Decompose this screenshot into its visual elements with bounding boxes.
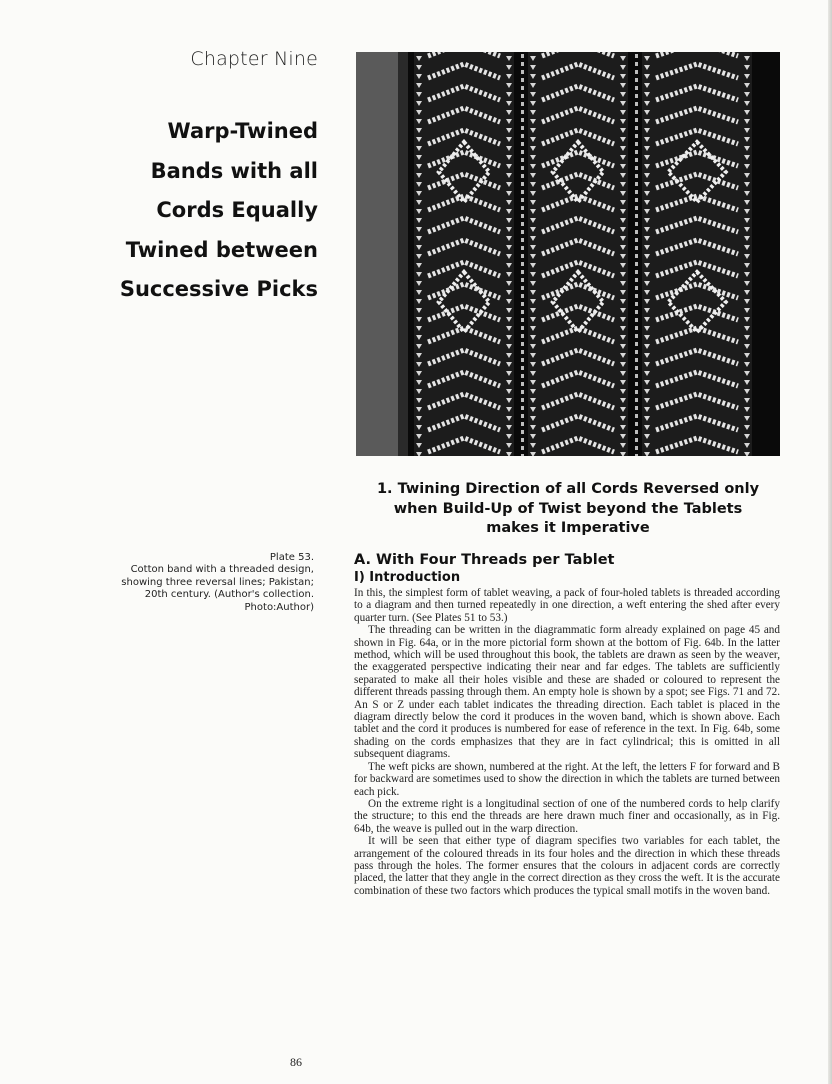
paragraph: On the extreme right is a longitudinal section of one of the numbered cords to help clarify the structure; to this end the threads are here drawn much finer and occasionally, as in Fig. 64b, the weave is pulled out in the warp direction. bbox=[354, 797, 780, 835]
page-edge bbox=[828, 0, 832, 1084]
plate-caption-line: showing three reversal lines; Pakistan; bbox=[121, 576, 314, 588]
paragraph: It will be seen that either type of diagram specifies two variables for each tablet, the arrangement of the coloured threads in its four holes and the direction in which these threads pass through the holes. The former ensures that the colours in adjacent cords are correctly placed, the latter that they angle in the correct direction as they cross the weft. It is the accurate combination of these two factors which produces the typical small motifs in the woven band. bbox=[354, 835, 780, 897]
plate-caption-label: Plate 53. bbox=[269, 552, 314, 563]
chapter-label: Chapter Nine bbox=[190, 48, 318, 70]
plate-photograph bbox=[356, 52, 780, 456]
plate-caption bbox=[118, 552, 314, 614]
chapter-title-line: Bands with all bbox=[150, 158, 318, 183]
section-heading-line: 1. Twining Direction of all Cords Reversed only bbox=[376, 481, 760, 497]
chapter-title-line: Successive Picks bbox=[119, 277, 318, 301]
section-heading bbox=[356, 480, 780, 539]
section-heading-line: when Build-Up of Twist beyond the Tablets bbox=[393, 500, 743, 517]
chapter-title-line: Warp-Twined bbox=[167, 119, 318, 143]
paragraph: In this, the simplest form of tablet weaving, a pack of four-holed tablets is threaded according to a diagram and then turned repeatedly in one direction, a weft entering the shed after every quarter turn. (See Plates 51 to 53.) bbox=[354, 587, 780, 624]
chapter-title-line: Cords Equally bbox=[156, 198, 318, 222]
woven-band-image bbox=[356, 52, 780, 456]
paragraph: The threading can be written in the diagrammatic form already explained on page 45 and shown in Fig. 64a, or in the more pictorial form shown at the bottom of Fig. 64b. In the latter method, which will be used throughout this book, the tablets are drawn as seen by the weaver, the exaggerated perspective indicating their near and far edges. The tablets are sufficiently separated to make all their holes visible and these are shaded or coloured to represent the different threads passing through them. An empty hole is shown by a spot; see Figs. 71 and 72. An S or Z under each tablet indicates the threading direction. Each tablet is placed in the diagram directly below the cord it produces in the woven band, which is shown above. Each tablet and the cord it produces is numbered for ease of reference in the text. In Fig. 64b, some shading on the cords emphasizes that they are in fact cylindrical; this is omitted in all subsequent diagrams. bbox=[354, 624, 780, 761]
subsubsection-heading: I) Introduction bbox=[354, 570, 461, 585]
chapter-title-line: Twined between bbox=[125, 237, 318, 262]
section-heading-line: makes it Imperative bbox=[486, 520, 650, 536]
chapter-title bbox=[80, 112, 318, 310]
paragraph: The weft picks are shown, numbered at the right. At the left, the letters F for forward and B for backward are sometimes used to show the direction in which the tablets are turned between each pick. bbox=[354, 760, 780, 798]
page-number: 86 bbox=[290, 1055, 302, 1069]
subsection-heading: A. With Four Threads per Tablet bbox=[354, 552, 615, 568]
plate-caption-line: Cotton band with a threaded design, bbox=[130, 564, 314, 576]
plate-caption-line: 20th century. (Author's collection. bbox=[144, 589, 314, 601]
plate-caption-line: Photo:Author) bbox=[244, 601, 314, 613]
body-text bbox=[354, 587, 780, 897]
